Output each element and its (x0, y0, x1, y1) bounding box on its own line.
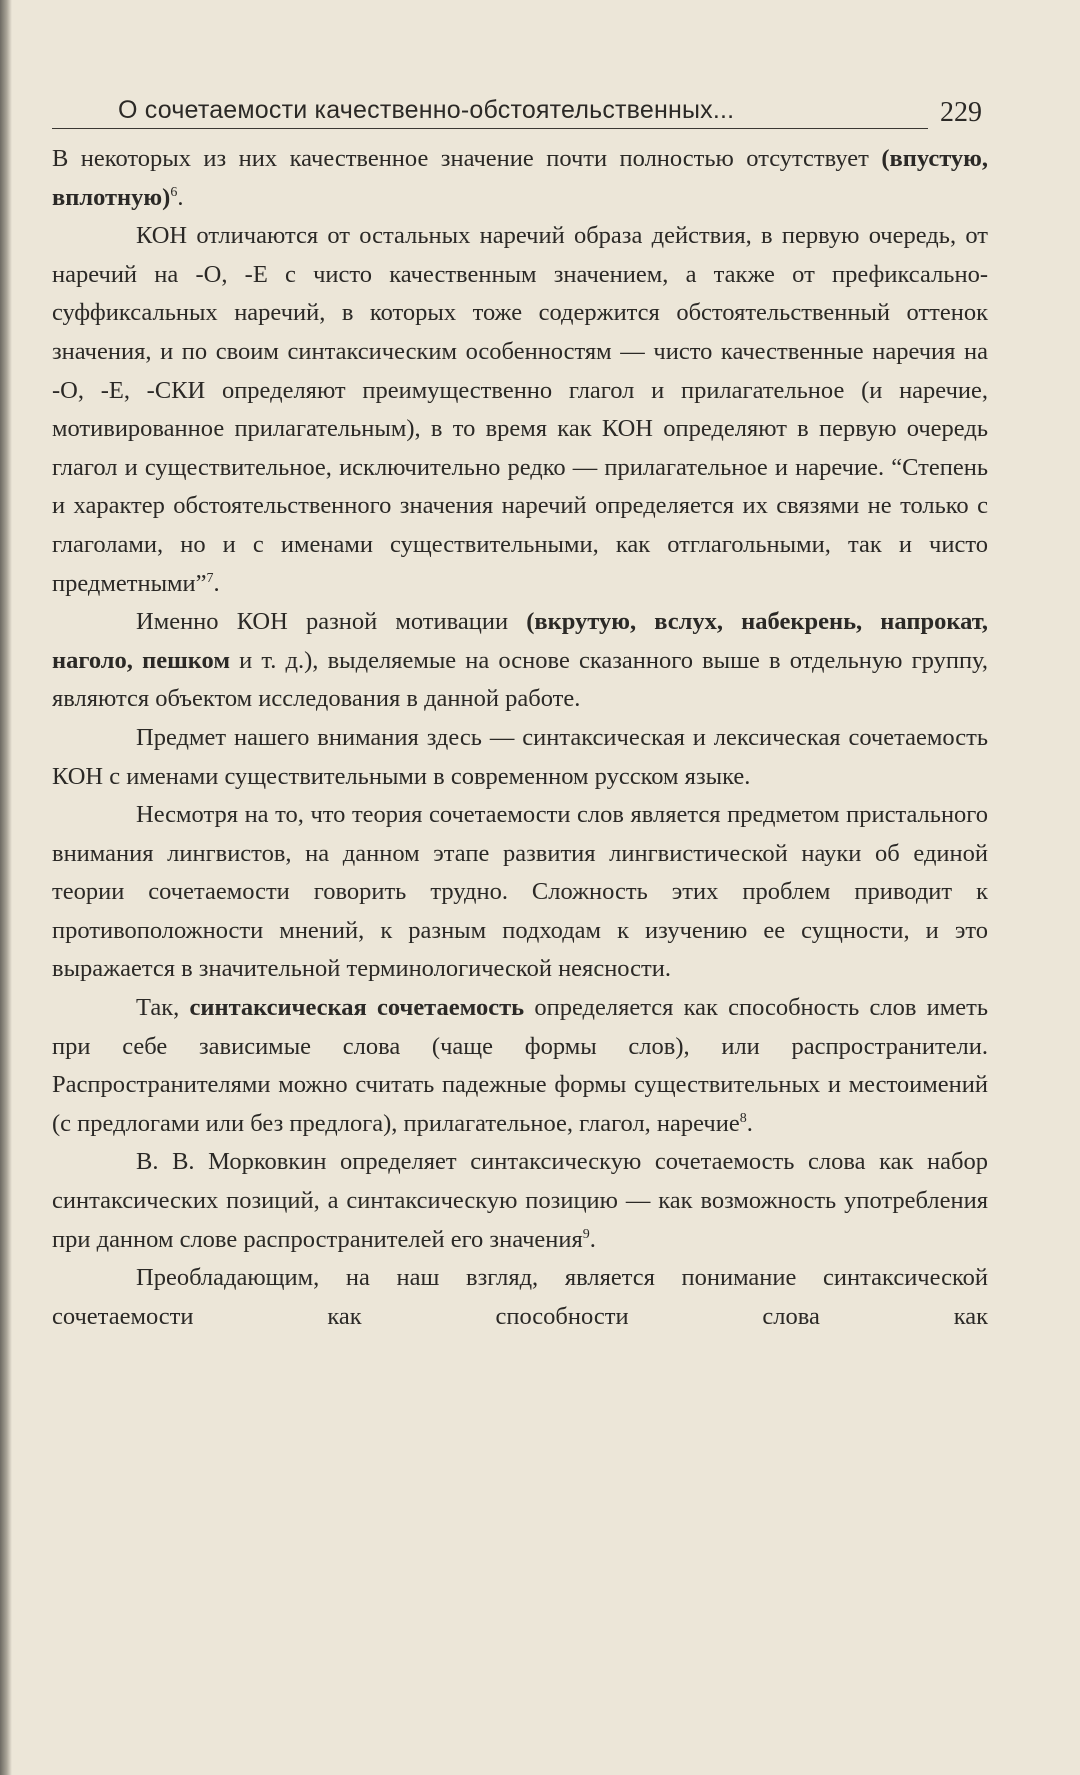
footnote-ref: 9 (582, 1226, 590, 1242)
footnote-ref: 6 (170, 184, 178, 200)
paragraph (52, 140, 988, 217)
text-run: Преобладающим, на наш взгляд, является понимание синтаксической сочетаемости как способности слова как (52, 1264, 988, 1330)
body-text (52, 140, 988, 1336)
text-run: КОН отличаются от остальных наречий образа действия, в первую очередь, от наречий на -О, -Е с чисто качественным значением, а также от префиксально-суффиксальных наречий, в которых тоже содержится обстоятельственный оттенок значения, и по своим синтаксическим особенностям — чисто качественные наречия на -О, -Е, -СКИ определяют преимущественно глагол и прилагательное (и наречие, мотивированное прилагательным), в то время как КОН определяют в первую очередь глагол и существительное, исключительно редко — прилагательное и наречие. “Степень и характер обстоятельственного значения наречий определяется их связями не только с глаголами, но и с именами существительными, как отглагольными, так и чисто предметными” (52, 222, 988, 597)
text-run: . (589, 1225, 596, 1253)
bold-example-words: (вкрутую, вслух, набекрень, напрокат, наголо, пешком (52, 608, 989, 674)
bold-example-words: синтаксическая сочетаемость (189, 994, 525, 1022)
footnote-ref: 8 (739, 1110, 747, 1126)
running-title: О сочетаемости качественно-обстоятельственных... (118, 96, 735, 124)
paragraph (52, 217, 988, 603)
text-run: Именно КОН разной мотивации (136, 608, 527, 636)
paragraph (52, 1143, 988, 1259)
running-head (52, 92, 988, 132)
paragraph (52, 719, 988, 796)
text-run: Так, (136, 994, 190, 1022)
page-binding-edge (0, 0, 12, 1775)
header-rule (52, 128, 928, 129)
bold-example-words: (впустую, вплотную) (52, 145, 988, 211)
footnote-ref: 7 (206, 570, 214, 586)
text-run: Несмотря на то, что теория сочетаемости слов является предметом пристального внимания лингвистов, на данном этапе развития лингвистической науки об единой теории сочетаемости говорить трудно. Сложность этих проблем приводит к противоположности мнений, к разным подходам к изучению ее сущности, и это выражается в значительной терминологической неясности. (52, 801, 988, 983)
text-run: . (177, 183, 184, 211)
page-number: 229 (940, 97, 982, 128)
text-run: В некоторых из них качественное значение почти полностью отсутствует (52, 145, 882, 172)
paragraph (52, 603, 988, 719)
text-run: определяется как способность слов иметь при себе зависимые слова (чаще формы слов), или распространители. Распространителями можно считать падежные формы существительных и местоимений (с предлогами или без предлога), прилагательное, глагол, наречие (52, 994, 988, 1137)
text-run: . (213, 569, 220, 597)
text-run: В. В. Морковкин определяет синтаксическую сочетаемость слова как набор синтаксических позиций, а синтаксическую позицию — как возможность употребления при данном слове распространителей его значения (52, 1148, 988, 1253)
text-run: Предмет нашего внимания здесь — синтаксическая и лексическая сочетаемость КОН с именами существительными в современном русском языке. (52, 723, 988, 790)
text-run: и т. д.), выделяемые на основе сказанного выше в отдельную группу, являются объектом исследования в данной работе. (52, 646, 988, 713)
paragraph (52, 989, 988, 1143)
paragraph (52, 796, 988, 989)
text-run: . (746, 1109, 753, 1137)
paragraph (52, 1259, 988, 1336)
